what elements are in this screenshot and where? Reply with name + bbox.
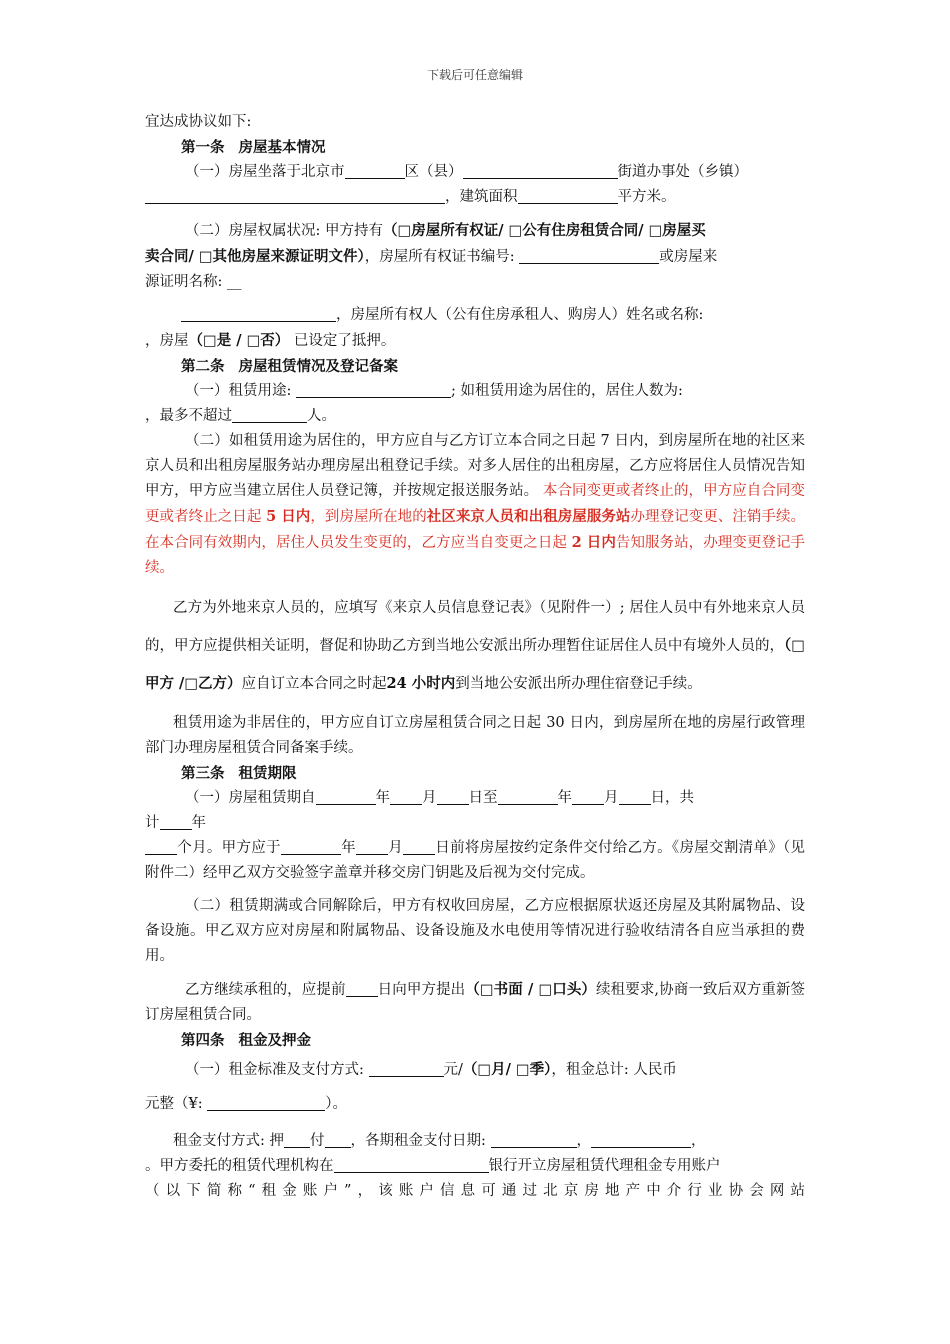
payment-date-2-blank[interactable] [591,1131,691,1148]
article-1-clause-3-cont: ，房屋（□是 / □否） 已设定了抵押。 [145,332,396,349]
usage-blank[interactable] [296,381,451,398]
payment-months-blank[interactable] [325,1131,351,1148]
article-3-heading: 第三条 租赁期限 [181,765,297,782]
article-1-clause-2-cont: 卖合同/ □其他房屋来源证明文件），房屋所有权证书编号: 或房屋来 [145,248,718,265]
end-day-blank[interactable] [619,788,651,805]
payment-date-1-blank[interactable] [491,1131,577,1148]
handover-month-blank[interactable] [356,838,388,855]
article-4-clause-1-cont: 元整（¥: ）。 [145,1096,347,1112]
article-3-clause-3: 乙方继续承租的，应提前 日向甲方提出（□书面 / □口头）续租要求,协商一致后双方重新签订房屋租赁合同。 [145,981,806,1023]
end-year-blank[interactable] [498,788,558,805]
total-months-blank[interactable] [145,838,177,855]
article-1-heading: 第一条 房屋基本情况 [181,139,326,156]
article-4-clause-2-cont2: （以下简称“租金账户”，该账户信息可通过北京房地产中介行业协会网站 [145,1183,805,1199]
contract-body [145,110,805,1204]
article-2-clause-1: （一）租赁用途: ; 如租赁用途为居住的，居住人数为: [185,383,683,399]
area-blank[interactable] [518,187,618,204]
article-4-clause-2: 租金支付方式: 押 付 ，各期租金支付日期: ， ， [173,1133,706,1149]
article-3-clause-1-total: 计 年 [145,815,206,831]
handover-year-blank[interactable] [281,838,341,855]
article-3-clause-1-cont: 个月。甲方应于 年 月 日前将房屋按约定条件交付给乙方。《房屋交割清单》（见附件二）经甲乙双方交验签字盖章并移交房门钥匙及后视为交付完成。 [145,840,806,881]
owner-name-blank[interactable] [181,305,336,322]
article-1-clause-2-cont2: 源证明名称: __ [145,274,242,290]
article-2-clause-3: 乙方为外地来京人员的，应填写《来京人员信息登记表》（见附件一）; 居住人员中有外地来京人员的，甲方应提供相关证明，督促和协助乙方到当地公安派出所办理暂住证居住人员中有境外人员的，（□甲方 /□乙方）应自订立本合同之时起24 小时内到当地公安派出所办理住宿登记手续。 [145,600,806,692]
start-year-blank[interactable] [316,788,376,805]
article-1-clause-1-cont: ，建筑面积 平方米。 [145,185,805,210]
article-4-clause-1: （一）租金标准及支付方式: 元/（□月/ □季），租金总计: 人民币 [185,1061,677,1078]
max-occupants-blank[interactable] [232,406,307,423]
district-blank[interactable] [345,162,405,179]
page-header: 下载后可任意编辑 [426,68,523,82]
article-4-heading: 第四条 租金及押金 [181,1032,311,1049]
rent-amount-blank[interactable] [369,1060,444,1077]
article-1-clause-3: ，房屋所有权人（公有住房承租人、购房人）姓名或名称: [145,303,805,328]
article-4-clause-2-cont: 。甲方委托的租赁代理机构在 银行开立房屋租赁代理租金专用账户 [145,1158,721,1174]
article-2-clause-4: 租赁用途为非居住的，甲方应自订立房屋租赁合同之日起 30 日内，到房屋所在地的房屋行政管理部门办理房屋租赁合同备案手续。 [145,715,805,756]
street-blank[interactable] [463,162,618,179]
article-2-heading: 第二条 房屋租赁情况及登记备案 [181,358,398,375]
article-2-clause-1-cont: ，最多不超过 人。 [145,408,336,424]
intro-text: 宜达成协议如下: [145,114,252,130]
end-month-blank[interactable] [572,788,604,805]
total-years-blank[interactable] [160,813,192,830]
article-3-clause-1: （一）房屋租赁期自 年 月 日至 年 月 日，共 [185,790,694,806]
bank-name-blank[interactable] [334,1156,489,1173]
article-1-clause-1: （一）房屋坐落于北京市 区（县） 街道办事处（乡镇） [185,164,748,180]
start-month-blank[interactable] [390,788,422,805]
start-day-blank[interactable] [437,788,469,805]
article-1-clause-2: （二）房屋权属状况: 甲方持有（□房屋所有权证/ □公有住房租赁合同/ □房屋买 [185,222,706,239]
address-blank[interactable] [145,187,445,204]
article-3-clause-2: （二）租赁期满或合同解除后，甲方有权收回房屋，乙方应根据原状返还房屋及其附属物品、设备设施。甲乙双方应对房屋和附属物品、设备设施及水电使用等情况进行验收结清各自应当承担的费用。 [145,898,805,964]
renewal-days-blank[interactable] [346,980,378,997]
certificate-number-blank[interactable] [519,247,659,264]
rent-total-blank[interactable] [207,1094,325,1111]
handover-day-blank[interactable] [403,838,435,855]
article-2-clause-2: （二）如租赁用途为居住的，甲方应自与乙方订立本合同之日起 7 日内，到房屋所在地的社区来京人员和出租房屋服务站办理房屋出租登记手续。对多人居住的出租房屋，乙方应将居住人员情况告知甲方，甲方应当建立居住人员登记簿，并按规定报送服务站。 本合同变更或者终止的，甲方应自合同变更或者终止之日起 5 日内，到房屋所在地的社区来京人员和出租房屋服务站办理登记变更、注销手续。在本合同有效期内，居住人员发生变更的，乙方应当自变更之日起 2 日内告知服务站，办理变更登记手续。 [145,433,806,576]
deposit-months-blank[interactable] [284,1131,310,1148]
